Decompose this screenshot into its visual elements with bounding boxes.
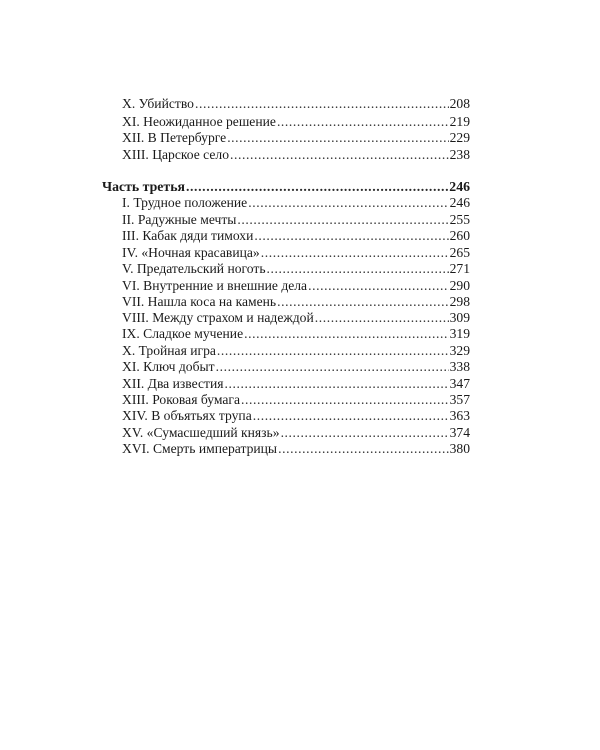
page-number: 238: [449, 147, 470, 162]
dot-leader: [186, 179, 448, 195]
toc-entry: [122, 147, 470, 163]
dot-leader: [277, 114, 449, 130]
toc-entry: [122, 425, 470, 441]
dot-leader: [315, 310, 449, 326]
toc-entry: [122, 245, 470, 261]
toc-entry: [122, 130, 470, 146]
page-number: 246: [449, 179, 470, 194]
dot-leader: [217, 343, 449, 359]
dot-leader: [241, 392, 449, 408]
toc-entry: [122, 96, 470, 112]
toc-entry: [122, 278, 470, 294]
chapter-title: VIII. Между страхом и надеждой: [122, 310, 314, 325]
toc-entry: [122, 408, 470, 424]
toc-entry: [122, 392, 470, 408]
dot-leader: [244, 326, 449, 342]
page-number: 347: [449, 376, 470, 391]
dot-leader: [253, 408, 449, 424]
dot-leader: [224, 376, 448, 392]
page-number: 374: [449, 425, 470, 440]
page-number: 246: [449, 195, 470, 210]
chapter-title: XIII. Царское село: [122, 147, 229, 162]
toc-entry: [122, 343, 470, 359]
toc-entry: [122, 261, 470, 277]
page-number: 319: [449, 326, 470, 341]
page-number: 329: [449, 343, 470, 358]
chapter-title: III. Кабак дяди тимохи: [122, 228, 254, 243]
dot-leader: [278, 441, 449, 457]
dot-leader: [277, 294, 448, 310]
chapter-title: I. Трудное положение: [122, 195, 248, 210]
dot-leader: [261, 245, 449, 261]
page-number: 265: [449, 245, 470, 260]
toc-entry: [122, 326, 470, 342]
chapter-title: VII. Нашла коса на камень: [122, 294, 277, 309]
dot-leader: [230, 147, 449, 163]
chapter-title: XII. В Петербурге: [122, 130, 227, 145]
chapter-title: IX. Сладкое мучение: [122, 326, 244, 341]
toc-entry: [122, 212, 470, 228]
chapter-title: XIV. В объятьях трупа: [122, 408, 252, 423]
dot-leader: [195, 96, 449, 112]
dot-leader: [237, 212, 448, 228]
part-heading: [102, 179, 470, 195]
toc-entry: [122, 294, 470, 310]
chapter-title: II. Радужные мечты: [122, 212, 237, 227]
page-number: 338: [449, 359, 470, 374]
page-number: 229: [449, 130, 470, 145]
chapter-title: XI. Ключ добыт: [122, 359, 215, 374]
page-number: 271: [449, 261, 470, 276]
dot-leader: [254, 228, 448, 244]
toc-entry: [122, 195, 470, 211]
page-number: 260: [449, 228, 470, 243]
dot-leader: [308, 278, 449, 294]
chapter-title: XV. «Сумасшедший князь»: [122, 425, 280, 440]
page-number: 298: [449, 294, 470, 309]
dot-leader: [227, 130, 448, 146]
toc-entry: [122, 376, 470, 392]
chapter-title: IV. «Ночная красавица»: [122, 245, 260, 260]
dot-leader: [281, 425, 449, 441]
page-number: 290: [449, 278, 470, 293]
chapter-title: X. Тройная игра: [122, 343, 216, 358]
part-title: Часть третья: [102, 179, 185, 194]
dot-leader: [216, 359, 449, 375]
page-number: 255: [449, 212, 470, 227]
page-number: 380: [449, 441, 470, 456]
chapter-title: XIII. Роковая бумага: [122, 392, 241, 407]
toc-entry: [122, 359, 470, 375]
dot-leader: [248, 195, 448, 211]
chapter-title: X. Убийство: [122, 96, 194, 111]
chapter-title: V. Предательский ноготь: [122, 261, 266, 276]
page-number: 357: [449, 392, 470, 407]
chapter-title: VI. Внутренние и внешние дела: [122, 278, 308, 293]
dot-leader: [267, 261, 449, 277]
page-number: 363: [449, 408, 470, 423]
page-number: 208: [449, 96, 470, 111]
toc-entry: [122, 441, 470, 457]
chapter-title: XII. Два известия: [122, 376, 224, 391]
chapter-title: XVI. Смерть императрицы: [122, 441, 278, 456]
page-number: 309: [449, 310, 470, 325]
toc-entry: [122, 310, 470, 326]
toc-entry: [122, 228, 470, 244]
toc-entry: [122, 114, 470, 130]
page-number: 219: [449, 114, 470, 129]
chapter-title: XI. Неожиданное решение: [122, 114, 276, 129]
